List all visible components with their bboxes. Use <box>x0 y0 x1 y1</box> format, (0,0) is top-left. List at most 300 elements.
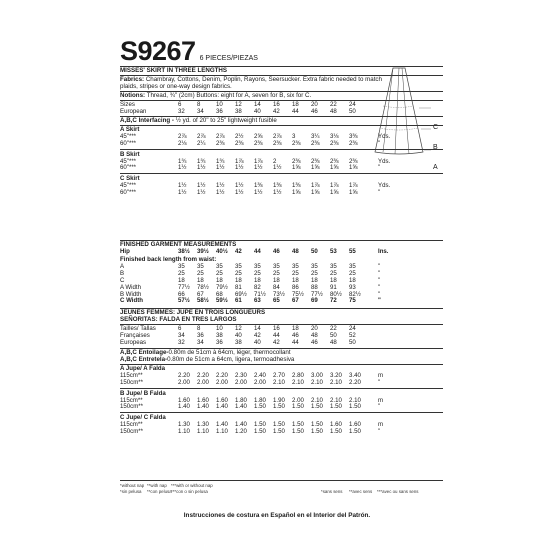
table-cell: 1¾ <box>216 157 225 165</box>
table-cell: 2⅜ <box>330 157 339 165</box>
table-cell: 35 <box>254 263 261 270</box>
table-cell: 1¾ <box>197 157 206 165</box>
row-label: 150cm** <box>120 428 144 436</box>
sp-either: ***con o sin pelusa <box>171 489 208 494</box>
table-cell: 2.30 <box>235 371 247 379</box>
table-cell: 50 <box>330 332 337 340</box>
table-cell: 35 <box>292 263 299 270</box>
entretela-value: 0.80m de 51cm a 64cm, ligera, termoadhesiva <box>167 356 295 363</box>
table-cell: 73½ <box>273 290 285 298</box>
table-cell: 2⅜ <box>349 139 358 147</box>
table-cell: 2.20 <box>216 371 228 379</box>
table-cell: 2½ <box>235 132 244 140</box>
table-cell: 18 <box>330 276 337 284</box>
table-cell: 1⅝ <box>330 164 339 172</box>
table-cell: 40 <box>254 107 261 115</box>
table-cell: 3.20 <box>330 371 342 379</box>
row-label: 115cm** <box>120 396 143 404</box>
table-cell: 1.50 <box>292 428 304 436</box>
table-cell: 25 <box>254 269 261 277</box>
table-cell: 46 <box>311 107 318 115</box>
table-row <box>120 134 443 141</box>
table-cell: 1⅞ <box>311 182 320 190</box>
table-cell: 2⅜ <box>292 139 301 147</box>
table-cell: 1⅝ <box>349 164 358 172</box>
notions-text <box>120 92 311 99</box>
table-cell: 1.50 <box>254 421 266 429</box>
divider <box>120 173 443 174</box>
unit-label: m <box>378 421 384 429</box>
divider <box>120 480 443 481</box>
table-cell: 1.10 <box>178 428 190 436</box>
table-cell: 2⅜ <box>254 139 263 147</box>
unit-label: Yds. <box>378 132 391 140</box>
table-cell: 2⅜ <box>349 157 358 165</box>
row-label: B Width <box>120 290 142 298</box>
table-cell: 44 <box>254 248 261 255</box>
table-cell: 2.10 <box>273 378 285 386</box>
table-cell: 2⅝ <box>254 132 263 140</box>
pattern-envelope-back <box>87 0 467 554</box>
table-cell: 1½ <box>178 182 187 190</box>
table-cell: 50 <box>349 107 356 115</box>
table-cell: 2.10 <box>330 396 342 404</box>
table-cell: 3⅛ <box>330 132 339 140</box>
table-cell: 8 <box>197 325 201 332</box>
table-cell: 84 <box>273 283 280 291</box>
table-cell: 1⅝ <box>349 189 358 197</box>
table-cell: 2.00 <box>235 378 247 386</box>
unit-label: " <box>378 283 381 291</box>
unit-label: " <box>378 269 381 277</box>
table-cell: 18 <box>254 276 261 284</box>
table-cell: 42 <box>273 339 280 347</box>
table-cell: 25 <box>311 269 318 277</box>
pattern-code: S9267 <box>120 36 196 66</box>
table-cell: 35 <box>197 263 204 270</box>
table-cell: 20 <box>311 101 318 108</box>
table-cell: 2.40 <box>254 371 266 379</box>
table-cell: 65 <box>273 297 280 305</box>
table-cell: 25 <box>292 269 299 277</box>
table-cell: 3¼ <box>311 132 320 140</box>
table-cell: 46 <box>292 332 299 340</box>
table-cell: 38 <box>235 107 242 115</box>
table-cell: 1.50 <box>349 403 361 411</box>
section-heading <box>120 127 443 134</box>
table-cell: 2⅜ <box>216 139 225 147</box>
metric-table <box>120 366 443 436</box>
unit-label: " <box>378 403 381 411</box>
table-cell: 53 <box>330 248 337 255</box>
table-cell: 1.50 <box>254 428 266 436</box>
table-cell: 38 <box>235 339 242 347</box>
section-label: A Skirt <box>120 126 140 133</box>
table-cell: 35 <box>330 263 337 270</box>
divider <box>120 412 443 413</box>
table-cell: 18 <box>292 276 299 284</box>
table-cell: 75 <box>349 297 356 305</box>
table-cell: 6 <box>178 101 182 108</box>
sp-without: *sin pelusa <box>120 489 142 494</box>
table-cell: 1½ <box>254 164 263 172</box>
sp-with: **con pelusa <box>147 489 172 494</box>
table-cell: 10 <box>216 101 223 108</box>
table-cell: 35 <box>349 263 356 270</box>
table-cell: 44 <box>292 339 299 347</box>
table-cell: 46 <box>273 248 280 255</box>
table-cell: 36 <box>197 332 204 340</box>
row-label: 45"*** <box>120 157 137 165</box>
table-cell: 3 <box>292 132 296 140</box>
table-cell: 38½ <box>178 248 190 255</box>
table-cell: 91 <box>330 283 337 291</box>
table-cell: 1¾ <box>178 157 187 165</box>
interfacing-text <box>120 117 277 124</box>
table-cell: 1.50 <box>311 421 323 429</box>
unit-label: Yds. <box>378 182 391 190</box>
table-cell: 22 <box>330 101 337 108</box>
table-cell: 2.70 <box>273 371 285 379</box>
row-label: 60"*** <box>120 189 137 197</box>
table-cell: 39½ <box>197 248 209 255</box>
table-cell: 12 <box>235 325 242 332</box>
unit-label: " <box>378 428 381 436</box>
table-cell: 1.50 <box>311 403 323 411</box>
table-cell: 2.80 <box>292 371 304 379</box>
table-cell: 14 <box>254 101 261 108</box>
row-label: A Width <box>120 283 141 291</box>
table-cell: 2.20 <box>178 371 190 379</box>
table-cell: 1.30 <box>178 421 190 429</box>
table-cell: 48 <box>292 248 299 255</box>
spanish-instructions-note: Instrucciones de costura en Español en el Interior del Patrón. <box>183 512 371 519</box>
table-cell: 1½ <box>273 164 282 172</box>
table-cell: 12 <box>235 101 242 108</box>
fabrics-text <box>120 76 390 91</box>
table-cell: 2.10 <box>311 396 323 404</box>
table-cell: 1½ <box>178 189 187 197</box>
table-cell: 1½ <box>216 182 225 190</box>
finished-heading: FINISHED GARMENT MEASUREMENTS <box>120 241 237 248</box>
table-cell: 2⅜ <box>311 157 320 165</box>
table-cell: 2¼ <box>197 139 206 147</box>
notions-value: Thread, ¾" (2cm) Buttons: eight for A, seven for B, six for C. <box>146 92 312 99</box>
table-cell: 1.80 <box>254 396 266 404</box>
table-cell: 1½ <box>254 189 263 197</box>
section-label: C Skirt <box>120 175 140 183</box>
table-cell: 1⅜ <box>254 182 263 190</box>
table-cell: 1.10 <box>216 428 228 436</box>
table-row <box>120 159 443 166</box>
unit-label: m <box>378 396 384 404</box>
table-cell: 25 <box>216 269 223 277</box>
table-cell: 1.40 <box>235 403 247 411</box>
table-cell: 2.00 <box>254 378 266 386</box>
section-heading <box>120 176 443 183</box>
table-cell: 16 <box>273 325 280 332</box>
view-label-b: B <box>433 144 438 151</box>
table-cell: 2.20 <box>349 378 361 386</box>
table-cell: 1.50 <box>273 428 285 436</box>
row-label: C <box>120 276 125 284</box>
table-cell: 32 <box>178 107 185 115</box>
table-cell: 50 <box>349 339 356 347</box>
table-cell: 1.60 <box>349 421 361 429</box>
view-label-a: A <box>433 164 438 171</box>
row-label: European <box>120 107 147 115</box>
table-cell: 16 <box>273 101 280 108</box>
notions-label: Notions: <box>120 92 146 99</box>
table-cell: 48 <box>330 339 337 347</box>
table-cell: 2⅜ <box>235 139 244 147</box>
table-cell: 66 <box>178 290 185 298</box>
table-cell: 44 <box>273 332 280 340</box>
table-cell: 36 <box>216 107 223 115</box>
table-cell: 34 <box>197 107 204 115</box>
table-row <box>120 404 443 411</box>
table-cell: 18 <box>292 101 299 108</box>
table-cell: 2⅞ <box>216 132 225 140</box>
pieces-count: 6 PIECES/PIEZAS <box>199 55 258 62</box>
interfacing-label: A,B,C Interfacing - <box>120 117 174 124</box>
fr-without: *sans sens <box>321 489 343 494</box>
entoilage-value: 0.80m de 51cm à 64cm, léger, thermocollant <box>168 349 291 356</box>
table-cell: 67 <box>197 290 204 298</box>
table-cell: 78½ <box>197 283 209 291</box>
table-cell: 24 <box>349 101 356 108</box>
table-cell: 86 <box>292 283 299 291</box>
table-cell: 35 <box>311 263 318 270</box>
interfacing-value: ½ yd. of 20" to 25" lightweight fusible <box>175 117 277 124</box>
table-cell: 52 <box>349 332 356 340</box>
table-row <box>120 183 443 190</box>
table-cell: 32 <box>178 339 185 347</box>
row-label: Tailles/ Tallas <box>120 325 156 332</box>
table-cell: 72 <box>330 297 337 305</box>
table-cell: 1⅞ <box>330 182 339 190</box>
table-cell: 1.50 <box>349 428 361 436</box>
table-cell: 1½ <box>273 189 282 197</box>
table-cell: 3⅜ <box>349 132 358 140</box>
table-cell: 77½ <box>178 283 190 291</box>
table-cell: 88 <box>311 283 318 291</box>
table-cell: 1.40 <box>197 403 209 411</box>
table-cell: 80½ <box>330 290 342 298</box>
unit-label: " <box>378 263 381 270</box>
section-label: B Skirt <box>120 150 140 158</box>
table-cell: 75½ <box>292 290 304 298</box>
table-cell: 1⅞ <box>254 157 263 165</box>
table-cell: 18 <box>349 276 356 284</box>
table-cell: 2⅞ <box>197 132 206 140</box>
fabrics-label: Fabrics: <box>120 76 145 83</box>
unit-label: Yds. <box>378 157 391 165</box>
section-label: A Jupe/ A Falda <box>120 365 166 372</box>
row-label: 60"*** <box>120 164 137 172</box>
table-cell: 1.40 <box>235 421 247 429</box>
table-cell: 69 <box>311 297 318 305</box>
table-cell: 1⅞ <box>235 157 244 165</box>
table-cell: 38 <box>216 332 223 340</box>
table-cell: 6 <box>178 325 182 332</box>
table-cell: 36 <box>216 339 223 347</box>
table-cell: 93 <box>349 283 356 291</box>
row-label: C Width <box>120 297 143 305</box>
table-cell: 2.00 <box>178 378 190 386</box>
table-cell: 3.40 <box>349 371 361 379</box>
table-cell: 35 <box>216 263 223 270</box>
table-cell: 42 <box>254 332 261 340</box>
table-cell: 1.50 <box>292 421 304 429</box>
entretela-es <box>120 356 294 363</box>
table-cell: 1.50 <box>292 403 304 411</box>
table-cell: 35 <box>235 263 242 270</box>
table-cell: 67 <box>292 297 299 305</box>
table-cell: 50 <box>311 248 318 255</box>
table-cell: 18 <box>235 276 242 284</box>
table-cell: 58½ <box>197 297 209 305</box>
table-cell: 46 <box>311 339 318 347</box>
table-cell: 1½ <box>178 164 187 172</box>
unit-label: " <box>378 139 381 147</box>
table-row <box>120 380 443 387</box>
table-cell: 1½ <box>235 182 244 190</box>
table-cell: 35 <box>178 263 185 270</box>
table-cell: 69½ <box>235 290 247 298</box>
table-cell: 1.60 <box>216 396 228 404</box>
yardage-table <box>120 127 443 197</box>
table-cell: 79½ <box>216 283 228 291</box>
table-cell: 71½ <box>254 290 266 298</box>
table-cell: 2.10 <box>330 378 342 386</box>
table-cell: 1⅝ <box>311 189 320 197</box>
row-label: 150cm** <box>120 403 144 411</box>
table-row <box>120 165 443 172</box>
section-label: C Jupe/ C Falda <box>120 414 166 422</box>
divider <box>120 149 443 150</box>
section-label: B Jupe/ B Falda <box>120 389 166 397</box>
table-cell: 18 <box>178 276 185 284</box>
table-cell: 1⅝ <box>292 189 301 197</box>
table-cell: 18 <box>216 276 223 284</box>
table-cell: 1⅜ <box>273 182 282 190</box>
table-cell: 8 <box>197 101 201 108</box>
divider <box>120 324 443 325</box>
table-cell: 48 <box>311 332 318 340</box>
table-row <box>120 429 443 436</box>
french-title: JEUNES FEMMES: JUPE EN TROIS LONGUEURS <box>120 309 266 316</box>
table-cell: 1.30 <box>197 421 209 429</box>
row-label: 150cm** <box>120 378 144 386</box>
row-label: 60"*** <box>120 139 137 147</box>
table-cell: 2 <box>273 157 277 165</box>
section-heading <box>120 152 443 159</box>
nap-either: ***with or without nap <box>171 483 213 488</box>
fabrics-value: Chambray, Cottons, Denim, Poplin, Rayons, Seersucker. Extra fabric needed to match plaids, stripes or one-way design fabrics. <box>120 76 382 91</box>
row-label: B <box>120 269 125 277</box>
row-label: 45"*** <box>120 132 137 140</box>
table-cell: 18 <box>197 276 204 284</box>
table-cell: 2.00 <box>292 396 304 404</box>
table-cell: 2.00 <box>216 378 228 386</box>
table-cell: 42 <box>273 107 280 115</box>
table-cell: 1½ <box>197 182 206 190</box>
table-cell: 2⅜ <box>292 157 301 165</box>
table-cell: 2⅞ <box>273 132 282 140</box>
table-cell: 1⅝ <box>311 164 320 172</box>
table-cell: 34 <box>178 332 185 340</box>
table-cell: 1½ <box>216 164 225 172</box>
table-cell: 1.50 <box>311 428 323 436</box>
table-cell: 63 <box>254 297 261 305</box>
table-cell: 1.50 <box>330 428 342 436</box>
table-cell: 1.10 <box>197 428 209 436</box>
table-cell: 40 <box>254 339 261 347</box>
table-cell: 1.20 <box>235 428 247 436</box>
table-row <box>120 141 443 148</box>
table-cell: 57½ <box>178 297 190 305</box>
entretela-label: A,B,C Entretela- <box>120 356 168 363</box>
entoilage-label: A,B,C Entoilage- <box>120 349 169 356</box>
table-cell: 1.40 <box>216 421 228 429</box>
table-cell: 18 <box>292 325 299 332</box>
fr-either: ***avec ou sans sens <box>377 489 419 494</box>
table-cell: 1⅝ <box>292 164 301 172</box>
table-cell: 18 <box>311 276 318 284</box>
row-label: 115cm** <box>120 371 143 379</box>
table-cell: 1⅜ <box>292 182 301 190</box>
row-label: Europeas <box>120 339 147 347</box>
spanish-title: SEÑORITAS: FALDA EN TRES LARGOS <box>120 316 237 323</box>
table-cell: 2⅜ <box>273 139 282 147</box>
table-cell: 1½ <box>216 189 225 197</box>
divider <box>120 388 443 389</box>
table-cell: 1⅝ <box>330 189 339 197</box>
unit-label: " <box>378 297 381 305</box>
table-cell: 1½ <box>235 189 244 197</box>
table-cell: 34 <box>197 339 204 347</box>
table-cell: 1½ <box>197 164 206 172</box>
table-cell: 25 <box>178 269 185 277</box>
divider <box>120 364 443 365</box>
table-cell: 1.60 <box>178 396 190 404</box>
table-cell: 77½ <box>311 290 323 298</box>
nap-with: **with nap <box>147 483 167 488</box>
row-label: 115cm** <box>120 421 143 429</box>
table-cell: 2.10 <box>349 396 361 404</box>
table-cell: 1½ <box>235 164 244 172</box>
table-cell: 44 <box>292 107 299 115</box>
row-label: A <box>120 263 125 270</box>
table-cell: 40½ <box>216 248 228 255</box>
unit-label: " <box>378 164 381 172</box>
table-cell: 1⅞ <box>349 182 358 190</box>
table-cell: 1.50 <box>254 403 266 411</box>
table-cell: 48 <box>330 107 337 115</box>
back-length-label: Finished back length from waist: <box>120 256 217 263</box>
row-label: Françaises <box>120 332 150 340</box>
table-cell: 2⅜ <box>311 139 320 147</box>
table-cell: 14 <box>254 325 261 332</box>
table-cell: 82 <box>254 283 261 291</box>
table-cell: 40 <box>235 332 242 340</box>
table-cell: 61 <box>235 297 242 305</box>
row-label: Sizes <box>120 101 135 108</box>
table-cell: 18 <box>273 276 280 284</box>
table-cell: 1.60 <box>197 396 209 404</box>
unit-label: " <box>378 378 381 386</box>
